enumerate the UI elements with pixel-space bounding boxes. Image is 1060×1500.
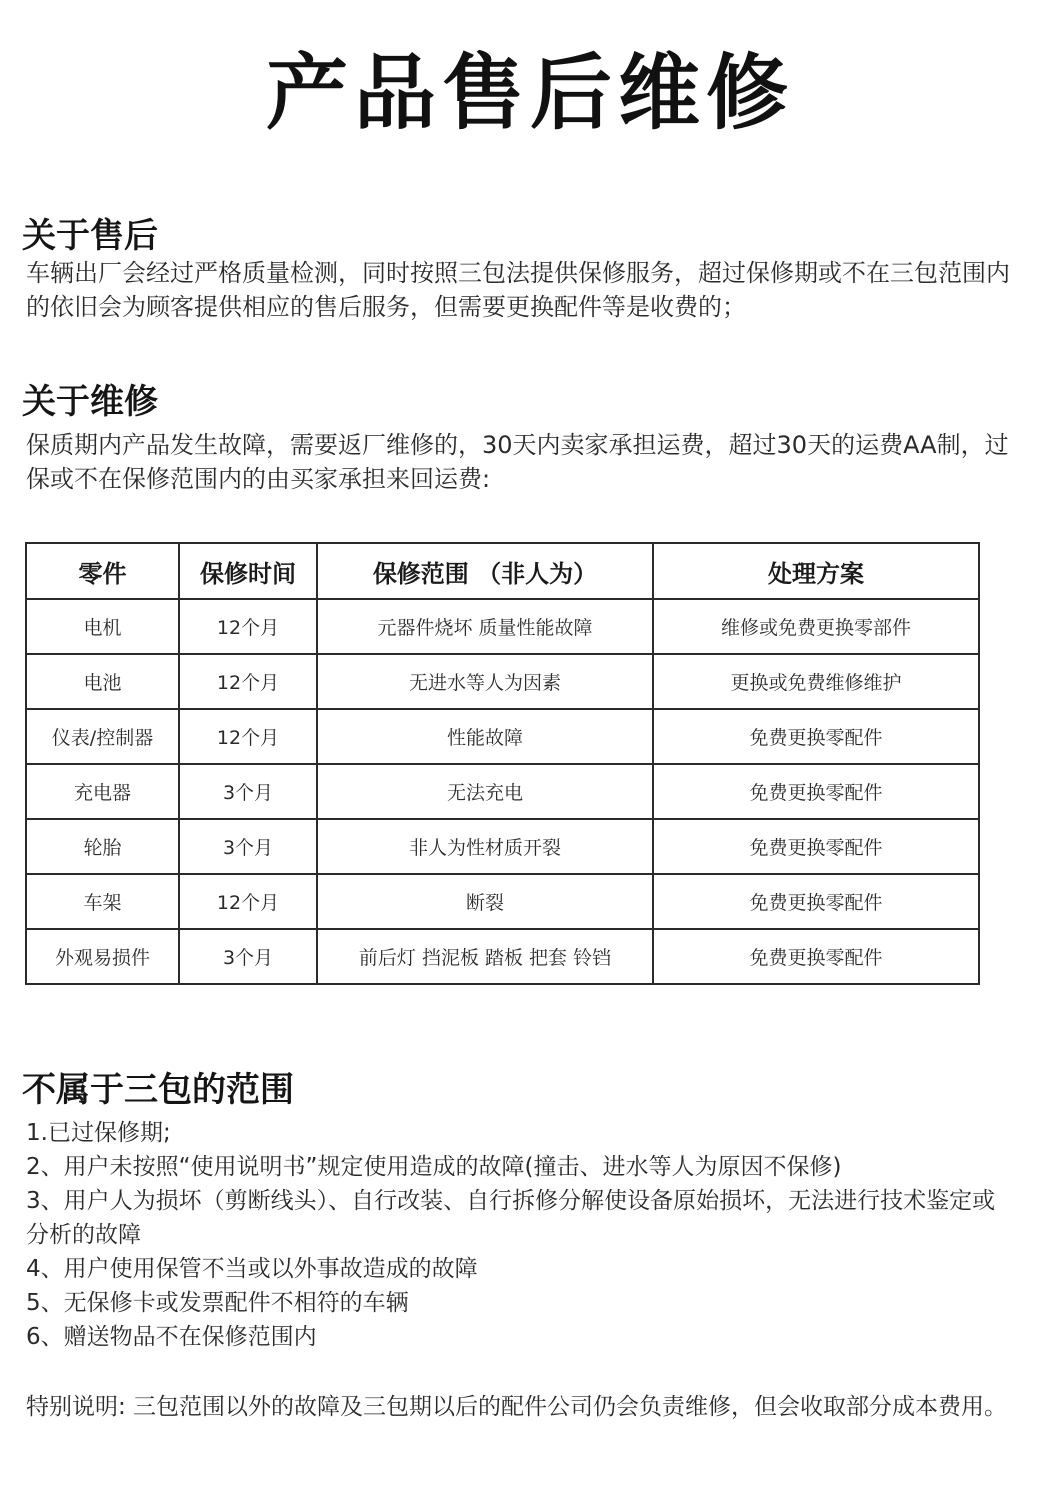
table-header-row (26, 543, 979, 599)
header-part: 零件 (26, 543, 179, 599)
header-solution: 处理方案 (653, 543, 979, 599)
cell-period: 3个月 (179, 929, 317, 984)
table-row (26, 709, 979, 764)
cell-period: 3个月 (179, 819, 317, 874)
cell-scope: 性能故障 (317, 709, 653, 764)
cell-part: 充电器 (26, 764, 179, 819)
cell-period: 12个月 (179, 599, 317, 654)
table-row (26, 819, 979, 874)
repair-heading: 关于维修 (22, 382, 158, 422)
cell-solution: 免费更换零配件 (653, 709, 979, 764)
cell-scope: 无进水等人为因素 (317, 654, 653, 709)
cell-solution: 免费更换零配件 (653, 874, 979, 929)
table-row (26, 929, 979, 984)
cell-period: 12个月 (179, 874, 317, 929)
table-row (26, 654, 979, 709)
cell-scope: 元器件烧坏 质量性能故障 (317, 599, 653, 654)
list-item: 3、用户人为损坏（剪断线头）、自行改装、自行拆修分解使设备原始损坏，无法进行技术鉴定或分析的故障 (26, 1188, 996, 1248)
repair-text: 保质期内产品发生故障，需要返厂维修的，30天内卖家承担运费，超过30天的运费AA制，过保或不在保修范围内的由买家承担来回运费: (26, 431, 1009, 493)
after-sales-heading: 关于售后 (22, 216, 158, 256)
cell-solution: 维修或免费更换零部件 (653, 599, 979, 654)
table-row (26, 764, 979, 819)
cell-part: 仪表/控制器 (26, 709, 179, 764)
header-warranty-period: 保修时间 (179, 543, 317, 599)
cell-solution: 更换或免费维修维护 (653, 654, 979, 709)
exclusions-heading: 不属于三包的范围 (22, 1070, 294, 1110)
cell-solution: 免费更换零配件 (653, 764, 979, 819)
page-title: 产品售后维修 (265, 46, 794, 141)
cell-solution: 免费更换零配件 (653, 819, 979, 874)
header-warranty-scope: 保修范围 （非人为） (317, 543, 653, 599)
cell-period: 12个月 (179, 709, 317, 764)
cell-period: 3个月 (179, 764, 317, 819)
exclusions-list (26, 1116, 1016, 1354)
after-sales-text: 车辆出厂会经过严格质量检测，同时按照三包法提供保修服务，超过保修期或不在三包范围内的依旧会为顾客提供相应的售后服务，但需要更换配件等是收费的； (26, 259, 1010, 321)
cell-scope: 非人为性材质开裂 (317, 819, 653, 874)
cell-scope: 断裂 (317, 874, 653, 929)
special-note: 特别说明: 三包范围以外的故障及三包期以后的配件公司仍会负责维修，但会收取部分成本费用。 (26, 1394, 1008, 1420)
cell-part: 电池 (26, 654, 179, 709)
cell-period: 12个月 (179, 654, 317, 709)
cell-scope: 前后灯 挡泥板 踏板 把套 铃铛 (317, 929, 653, 984)
cell-part: 外观易损件 (26, 929, 179, 984)
cell-part: 电机 (26, 599, 179, 654)
list-item: 1.已过保修期; (26, 1120, 171, 1146)
cell-scope: 无法充电 (317, 764, 653, 819)
list-item: 5、无保修卡或发票配件不相符的车辆 (26, 1290, 409, 1316)
table-row (26, 874, 979, 929)
list-item: 2、用户未按照“使用说明书”规定使用造成的故障(撞击、进水等人为原因不保修) (26, 1154, 842, 1180)
list-item: 6、赠送物品不在保修范围内 (26, 1324, 317, 1350)
cell-part: 轮胎 (26, 819, 179, 874)
warranty-table (25, 542, 980, 985)
list-item: 4、用户使用保管不当或以外事故造成的故障 (26, 1256, 478, 1282)
table-row (26, 599, 979, 654)
cell-part: 车架 (26, 874, 179, 929)
cell-solution: 免费更换零配件 (653, 929, 979, 984)
